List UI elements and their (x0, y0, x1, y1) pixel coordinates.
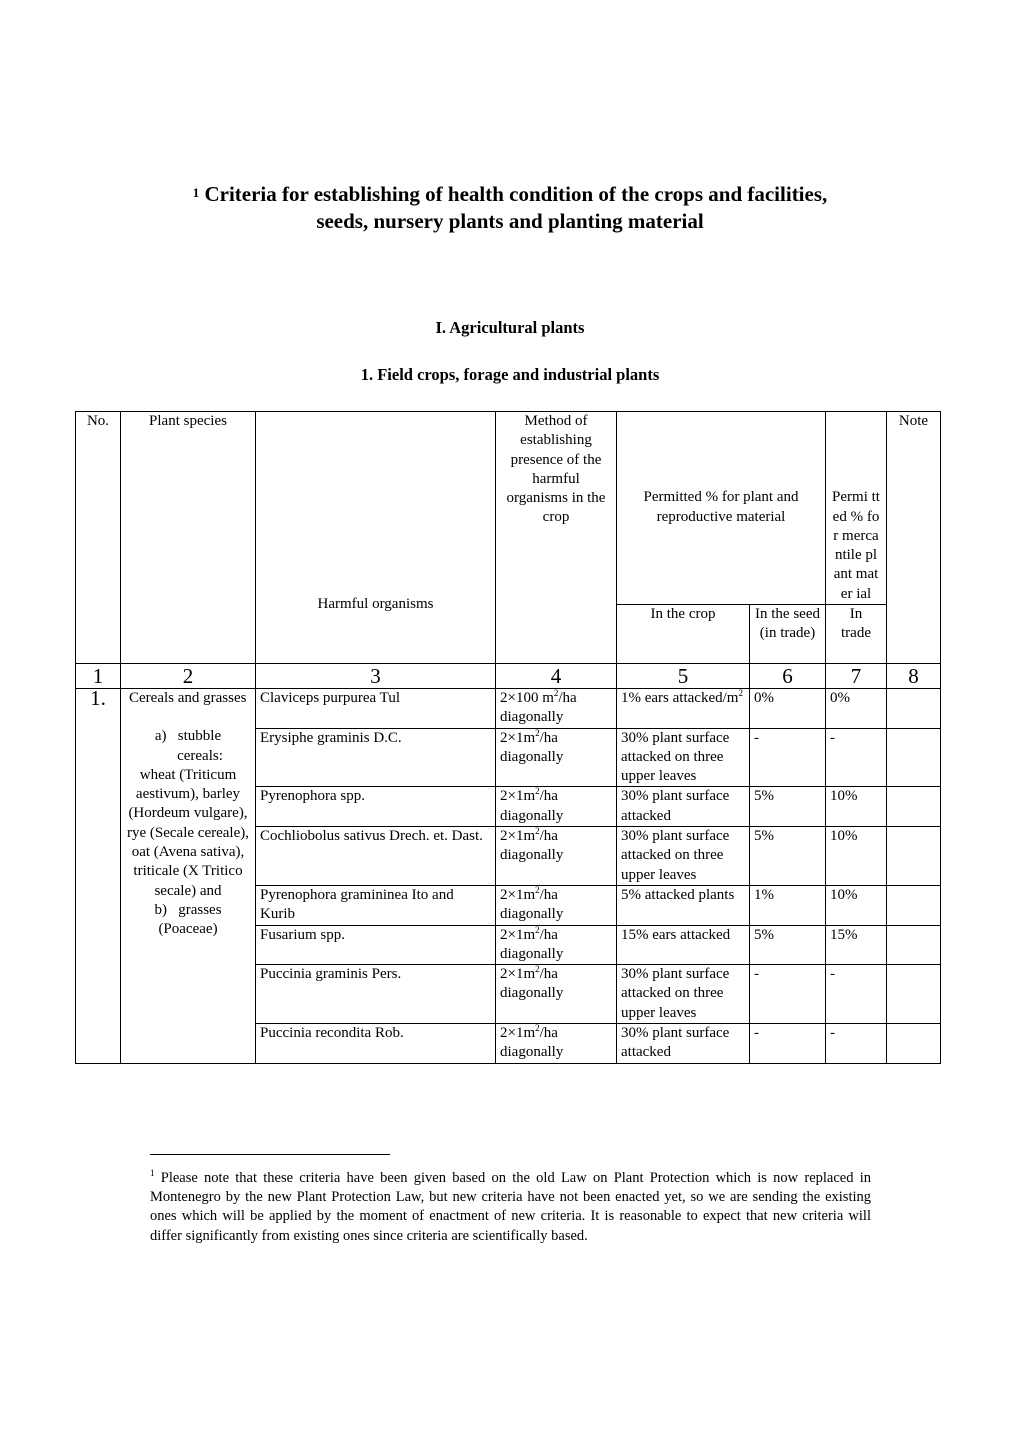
method-direction: diagonally (500, 985, 564, 1002)
species-detail: wheat (Triticum aestivum), barley (Hordeum vulgare), rye (Secale cereale), oat (Avena sativa), triticale (X Tritico secale) and (127, 766, 249, 899)
method-cell (496, 885, 617, 925)
method-sup: 2 (535, 786, 540, 797)
note-cell (887, 787, 941, 827)
document-title (100, 181, 920, 235)
species-a (125, 727, 251, 746)
trade-cell: 10% (826, 827, 887, 886)
method-unit: /ha (539, 788, 558, 805)
method-unit: /ha (539, 886, 558, 903)
organism-cell: Puccinia recondita Rob. (256, 1024, 496, 1064)
method-cell (496, 728, 617, 787)
header-note: Note (887, 412, 941, 664)
column-number: 1 (76, 664, 121, 689)
method-sup: 2 (535, 964, 540, 975)
species-b-mark: b) (154, 901, 167, 918)
organism-cell: Cochliobolus sativus Drech. et. Dast. (256, 827, 496, 886)
method-sup: 2 (535, 826, 540, 837)
column-number: 3 (256, 664, 496, 689)
note-cell (887, 827, 941, 886)
seed-cell: - (750, 728, 826, 787)
section-title: I. Agricultural plants (435, 318, 585, 337)
species-a-word: stubble (177, 728, 222, 745)
seed-cell: - (750, 965, 826, 1024)
crop-cell: 30% plant surface attacked (617, 1024, 750, 1064)
title-footnote-mark: 1 (192, 185, 200, 200)
method-cell (496, 689, 617, 729)
group-number: 1. (76, 689, 121, 1064)
trade-cell: - (826, 1024, 887, 1064)
organism-cell: Puccinia graminis Pers. (256, 965, 496, 1024)
header-harmful-organisms: Harmful organisms (256, 412, 496, 664)
method-area: 2×1m (500, 966, 536, 983)
method-sup: 2 (535, 924, 540, 935)
trade-cell: 10% (826, 787, 887, 827)
title-line-1 (100, 181, 920, 208)
seed-cell: 5% (750, 827, 826, 886)
method-direction: diagonally (500, 847, 564, 864)
trade-cell: 10% (826, 885, 887, 925)
method-sup: 2 (535, 884, 540, 895)
seed-cell: 5% (750, 787, 826, 827)
footnote-mark: 1 (150, 1168, 155, 1178)
trade-cell: 0% (826, 689, 887, 729)
column-number: 6 (750, 664, 826, 689)
title-line-2: seeds, nursery plants and planting material (316, 209, 704, 233)
method-cell (496, 1024, 617, 1064)
crop-cell: 15% ears attacked (617, 925, 750, 965)
organism-cell: Fusarium spp. (256, 925, 496, 965)
column-number: 2 (121, 664, 256, 689)
column-numbers-row (76, 664, 941, 689)
method-area: 2×1m (500, 729, 536, 746)
organism-cell: Pyrenophora spp. (256, 787, 496, 827)
method-cell (496, 925, 617, 965)
criteria-table (75, 411, 941, 1064)
method-sup: 2 (535, 727, 540, 738)
header-in-trade: In trade (826, 605, 887, 664)
species-b-word: grasses (178, 901, 222, 918)
column-number: 4 (496, 664, 617, 689)
footnote-text: Please note that these criteria have been given based on the old Law on Plant Protection which is now replaced in Montenegro by the new Plant Protection Law, but new criteria have not been enacted yet, so we are sending the existing ones which will be applied by the moment of enactment of new criteria. It is reasonable to expect that new criteria will differ significantly from existing ones since criteria are scientifically based. (150, 1169, 872, 1244)
footnote (150, 1164, 871, 1246)
column-number: 5 (617, 664, 750, 689)
header-in-seed: In the seed (in trade) (750, 605, 826, 664)
method-unit: /ha (539, 926, 558, 943)
organism-cell: Erysiphe graminis D.C. (256, 728, 496, 787)
method-direction: diagonally (500, 748, 564, 765)
species-a-rest: cereals: (177, 747, 223, 764)
column-number: 7 (826, 664, 887, 689)
crop-text: 1% ears attacked/m (621, 690, 739, 706)
table-row (76, 689, 941, 729)
organism-cell: Pyrenophora gramininea Ito and Kurib (256, 885, 496, 925)
method-area: 2×100 m (500, 690, 554, 706)
note-cell (887, 885, 941, 925)
note-cell (887, 925, 941, 965)
method-unit: /ha (539, 966, 558, 983)
method-sup: 2 (535, 1023, 540, 1034)
seed-cell: - (750, 1024, 826, 1064)
species-b (125, 901, 251, 920)
method-area: 2×1m (500, 788, 536, 805)
method-unit: /ha (539, 1025, 558, 1042)
method-area: 2×1m (500, 886, 536, 903)
header-plant-species: Plant species (121, 412, 256, 664)
trade-cell: - (826, 728, 887, 787)
trade-cell: - (826, 965, 887, 1024)
species-intro: Cereals and grasses (129, 690, 247, 706)
plant-species-cell (121, 689, 256, 1064)
note-cell (887, 689, 941, 729)
header-mercantile-text: Permi tted % for merca ntile plant mater ial (832, 489, 880, 602)
note-cell (887, 965, 941, 1024)
method-direction: diagonally (500, 1044, 564, 1061)
method-area: 2×1m (500, 828, 536, 845)
header-in-crop: In the crop (617, 605, 750, 664)
header-no: No. (76, 412, 121, 664)
crop-cell: 30% plant surface attacked on three upper leaves (617, 728, 750, 787)
species-b-rest: (Poaceae) (158, 921, 218, 938)
method-direction: diagonally (500, 807, 564, 824)
method-cell (496, 787, 617, 827)
method-direction: diagonally (500, 945, 564, 962)
trade-cell: 15% (826, 925, 887, 965)
method-unit: /ha (558, 690, 577, 706)
crop-cell: 5% attacked plants (617, 885, 750, 925)
method-cell (496, 827, 617, 886)
crop-cell (617, 689, 750, 729)
column-number: 8 (887, 664, 941, 689)
crop-cell: 30% plant surface attacked (617, 787, 750, 827)
method-direction: diagonally (500, 709, 564, 726)
crop-cell: 30% plant surface attacked on three upper leaves (617, 827, 750, 886)
method-cell (496, 965, 617, 1024)
seed-cell: 1% (750, 885, 826, 925)
header-mercantile (826, 412, 887, 605)
crop-sup: 2 (738, 688, 743, 698)
subsection-title: 1. Field crops, forage and industrial plants (360, 365, 660, 384)
method-unit: /ha (539, 729, 558, 746)
species-a-mark: a) (154, 728, 167, 745)
note-cell (887, 1024, 941, 1064)
organism-cell: Claviceps purpurea Tul (256, 689, 496, 729)
method-area: 2×1m (500, 926, 536, 943)
header-method-text: Method of establishing presence of the harmful organisms in the crop (506, 413, 606, 526)
title-line-1-text: Criteria for establishing of health condition of the crops and facilities, (204, 182, 828, 206)
method-unit: /ha (539, 828, 558, 845)
crop-cell: 30% plant surface attacked on three upper leaves (617, 965, 750, 1024)
seed-cell: 0% (750, 689, 826, 729)
note-cell (887, 728, 941, 787)
footnote-separator (150, 1154, 390, 1155)
seed-cell: 5% (750, 925, 826, 965)
method-sup: 2 (553, 688, 559, 698)
header-method (496, 412, 617, 664)
method-direction: diagonally (500, 906, 564, 923)
header-permitted: Permitted % for plant and reproductive material (617, 412, 826, 605)
method-area: 2×1m (500, 1025, 536, 1042)
